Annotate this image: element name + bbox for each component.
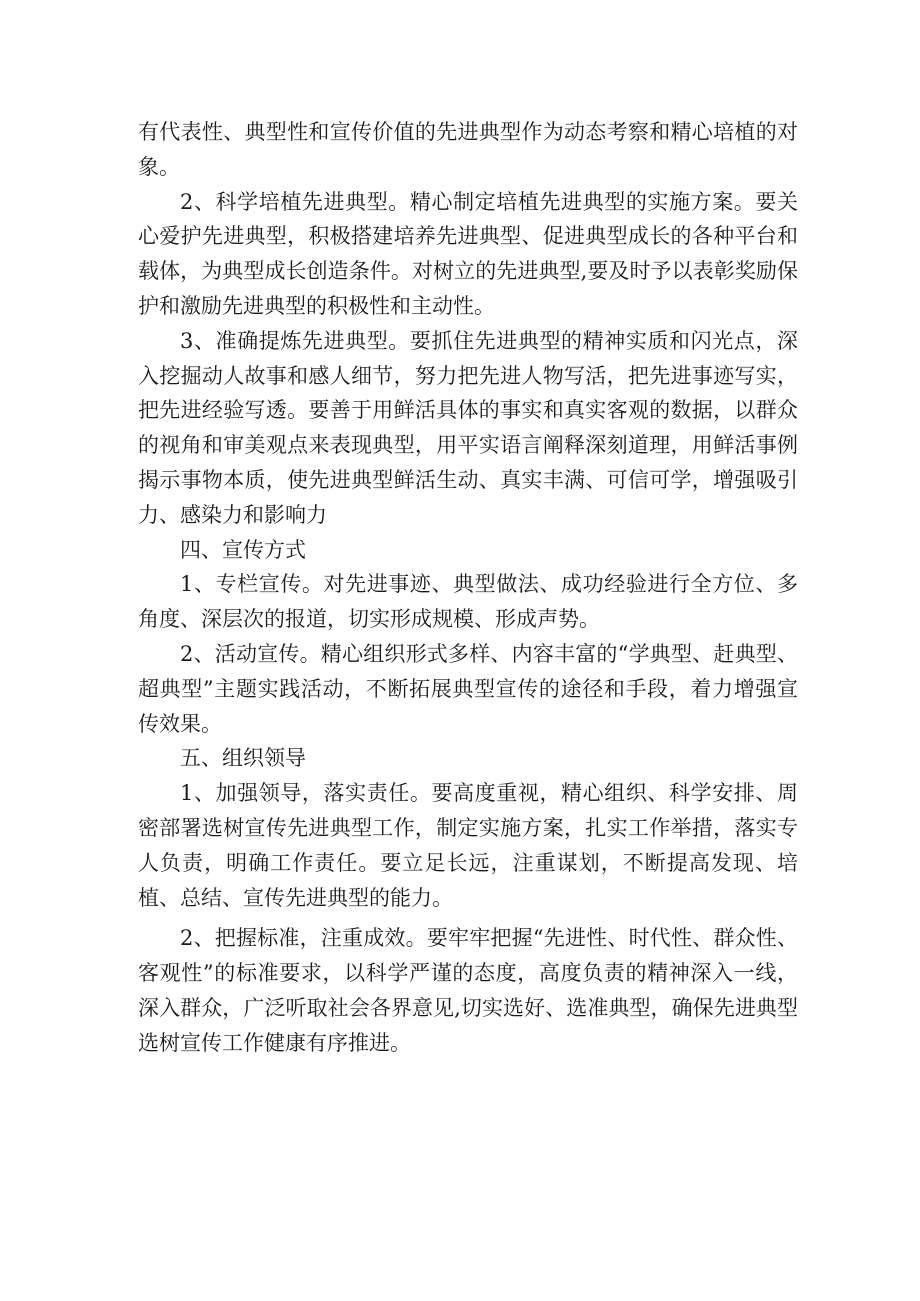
section-heading-organization-leadership: 五、组织领导: [180, 746, 306, 771]
paragraph-item-column-publicity: 1、专栏宣传。对先进事迹、典型做法、成功经验进行全方位、多角度、深层次的报道，切实形成规模、形成声势。: [138, 572, 798, 632]
paragraph-continuation: 有代表性、典型性和宣传价值的先进典型作为动态考察和精心培植的对象。: [138, 120, 798, 179]
document-body: [138, 115, 798, 1061]
paragraph-item-activity-publicity: 2、活动宣传。精心组织形式多样、内容丰富的“学典型、赶典型、超典型”主题实践活动，不断拓展典型宣传的途径和手段，着力增强宣传效果。: [138, 641, 798, 736]
paragraph-item-grasp-standards: 2、把握标准，注重成效。要牢牢把握“先进性、时代性、群众性、客观性”的标准要求，以科学严谨的态度，高度负责的精神深入一线，深入群众，广泛听取社会各界意见,切实选好、选准典型，确保先进典型选树宣传工作健康有序推进。: [138, 926, 798, 1055]
paragraph-item-strengthen-leadership: 1、加强领导，落实责任。要高度重视，精心组织、科学安排、周密部署选树宣传先进典型工作，制定实施方案，扎实工作举措，落实专人负责，明确工作责任。要立足长远，注重谋划，不断提高发现、培植、总结、宣传先进典型的能力。: [138, 781, 798, 910]
section-heading-publicity-methods: 四、宣传方式: [180, 537, 306, 562]
paragraph-item-cultivate: 2、科学培植先进典型。精心制定培植先进典型的实施方案。要关心爱护先进典型，积极搭建培养先进典型、促进典型成长的各种平台和载体，为典型成长创造条件。对树立的先进典型,要及时予以表彰奖励保护和激励先进典型的积极性和主动性。: [138, 189, 798, 318]
paragraph-item-refine: 3、准确提炼先进典型。要抓住先进典型的精神实质和闪光点，深入挖掘动人故事和感人细节，努力把先进人物写活，把先进事迹写实，把先进经验写透。要善于用鲜活具体的事实和真实客观的数据，以群众的视角和审美观点来表现典型，用平实语言阐释深刻道理，用鲜活事例揭示事物本质，使先进典型鲜活生动、真实丰满、可信可学，增强吸引力、感染力和影响力: [138, 328, 798, 527]
